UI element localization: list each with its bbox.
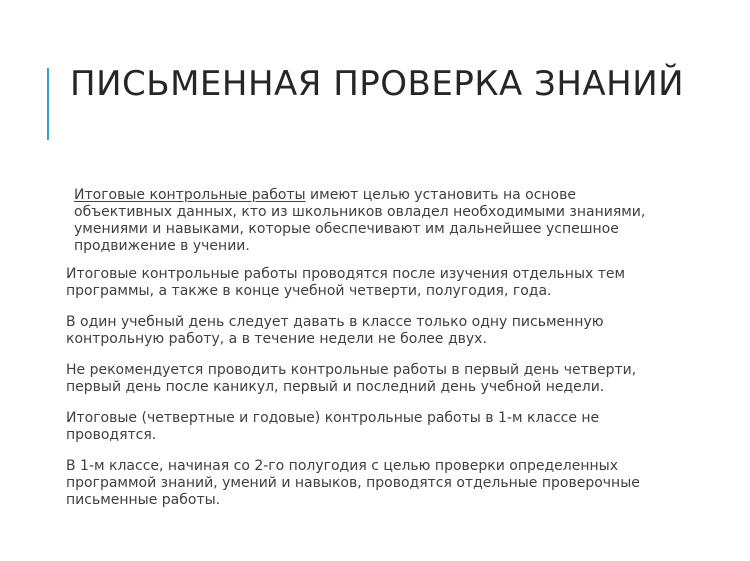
paragraph-5: В 1-м классе, начиная со 2-го полугодия с целью проверки определенных программой знаний, умений и навыков, проводятся отдельные проверочные письменные работы. xyxy=(66,458,640,508)
intro-text: имеют целью установить на основе объективных данных, кто из школьников овладел необходимыми знаниями, умениями и навыками, которые обеспечивают им дальнейшее успешное продвижение в учении. xyxy=(74,187,646,254)
title-accent-bar xyxy=(47,68,49,140)
paragraph-3: Не рекомендуется проводить контрольные работы в первый день четверти, первый день после каникул, первый и последний день учебной недели. xyxy=(66,362,637,395)
paragraph-2: В один учебный день следует давать в классе только одну письменную контрольную работу, а в течение недели не более двух. xyxy=(66,314,604,347)
intro-paragraph xyxy=(74,187,666,255)
paragraph-1: Итоговые контрольные работы проводятся после изучения отдельных тем программы, а также в конце учебной четверти, полугодия, года. xyxy=(66,266,626,299)
intro-link[interactable]: Итоговые контрольные работы xyxy=(74,187,306,203)
slide-body xyxy=(66,187,666,523)
slide-title: ПИСЬМЕННАЯ ПРОВЕРКА ЗНАНИЙ xyxy=(70,64,685,104)
paragraph-4: Итоговые (четвертные и годовые) контрольные работы в 1-м классе не проводятся. xyxy=(66,410,600,443)
